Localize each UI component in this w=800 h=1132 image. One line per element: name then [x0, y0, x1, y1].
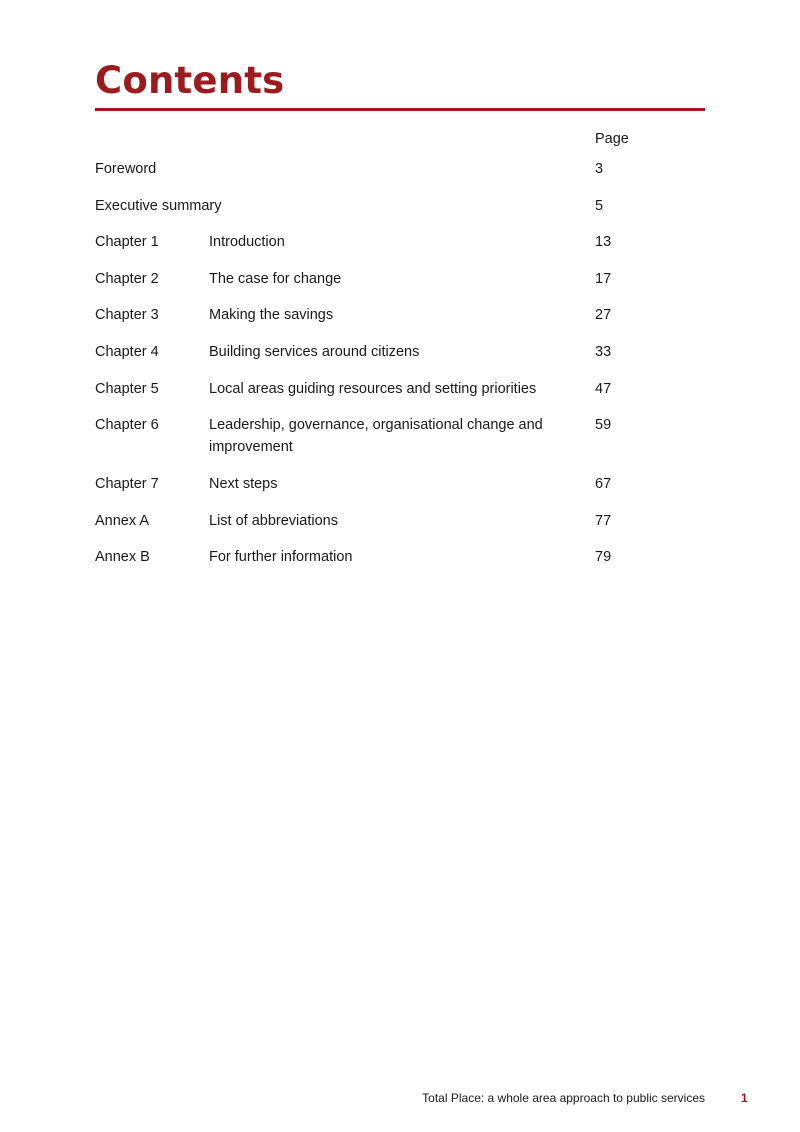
toc-entry-label: Chapter 3: [95, 307, 159, 323]
toc-entry-page: 27: [595, 307, 612, 323]
toc-entry-label: Chapter 4: [95, 344, 159, 360]
toc-entry-page: 67: [595, 476, 612, 492]
toc-entry-label: Annex B: [95, 549, 150, 565]
toc-entry-page: 79: [595, 549, 612, 565]
toc-entry-page: 47: [595, 381, 612, 397]
title-rule: [95, 108, 705, 111]
page-footer: [0, 1088, 800, 1108]
page-title: Contents: [95, 59, 285, 102]
toc-entry-label: Chapter 6: [95, 417, 159, 433]
toc-entry-title: Making the savings: [209, 307, 334, 323]
toc-entry-page: 3: [595, 161, 604, 177]
toc-entry-page: 59: [595, 417, 612, 433]
toc-entry-page: 5: [595, 198, 604, 214]
toc-entry-title: List of abbreviations: [209, 513, 338, 529]
toc-entry-title: Leadership, governance, organisational change and improvement: [209, 417, 543, 455]
toc-entry-label: Foreword: [95, 161, 157, 177]
toc-entry-title: Building services around citizens: [209, 344, 420, 360]
footer-page-number: 1: [741, 1091, 748, 1105]
page-column-heading: Page: [595, 131, 629, 147]
toc-entry-page: 17: [595, 271, 612, 287]
toc-entry-title: For further information: [209, 549, 353, 565]
toc-entry-label: Chapter 1: [95, 234, 159, 250]
toc-entry-label: Executive summary: [95, 198, 222, 214]
toc-entry-label: Chapter 7: [95, 476, 159, 492]
toc-entry-page: 13: [595, 234, 612, 250]
toc-entry-title: Local areas guiding resources and setting priorities: [209, 381, 537, 397]
toc-entry-title: The case for change: [209, 271, 342, 287]
toc-entry-label: Chapter 5: [95, 381, 159, 397]
toc-entry-label: Annex A: [95, 513, 150, 529]
toc-entry-page: 33: [595, 344, 612, 360]
toc-entry-title: Next steps: [209, 476, 278, 492]
toc-entry-title: Introduction: [209, 234, 285, 250]
footer-document-title: Total Place: a whole area approach to public services: [422, 1091, 705, 1105]
toc-entry-page: 77: [595, 513, 612, 529]
toc-entry-label: Chapter 2: [95, 271, 159, 287]
